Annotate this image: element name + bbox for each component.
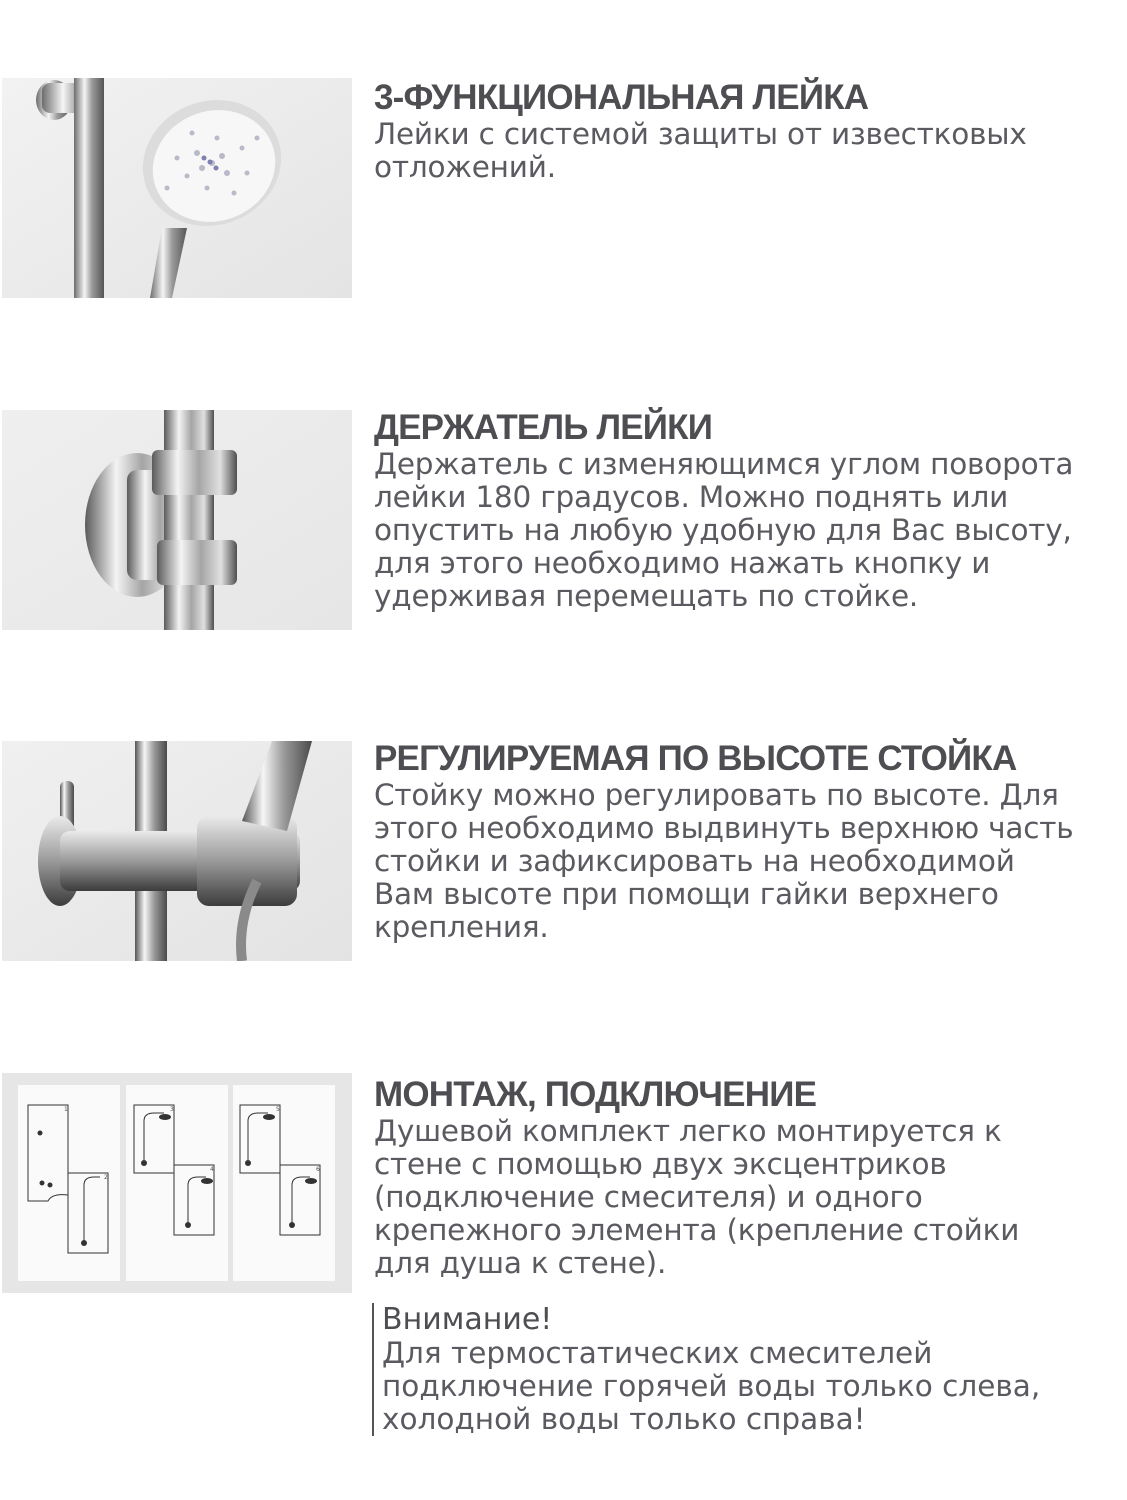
warning-title: Внимание!: [382, 1302, 553, 1337]
step-number: 2: [104, 1174, 108, 1181]
step-number: 1: [64, 1106, 68, 1113]
feature-title: 3-ФУНКЦИОНАЛЬНАЯ ЛЕЙКА: [374, 78, 869, 117]
feature-title: ДЕРЖАТЕЛЬ ЛЕЙКИ: [374, 408, 713, 447]
step-number: 5: [276, 1106, 280, 1113]
step-number: 3: [170, 1106, 174, 1113]
feature-description: Душевой комплект легко монтируется к стене с помощью двух эксцентриков (подключение смесителя) и одного крепежного элемента (крепление стойки для душа к стене).: [374, 1114, 1020, 1280]
hand-shower-head-photo: [2, 78, 352, 298]
feature-title: МОНТАЖ, ПОДКЛЮЧЕНИЕ: [374, 1075, 817, 1114]
step-number: 6: [316, 1166, 320, 1173]
feature-description: Держатель с изменяющимся углом поворота лейки 180 градусов. Можно поднять или опустить на любую удобную для Вас высоту, для этого необходимо нажать кнопку и удерживая перемещать по стойке.: [374, 447, 1074, 613]
feature-description: Стойку можно регулировать по высоте. Для этого необходимо выдвинуть верхнюю часть стойки и зафиксировать на необходимой Вам высоте при помощи гайки верхнего крепления.: [374, 778, 1074, 944]
shower-holder-photo: [2, 410, 352, 630]
feature-title: РЕГУЛИРУЕМАЯ ПО ВЫСОТЕ СТОЙКА: [374, 739, 1017, 778]
feature-description: Лейки с системой защиты от известковых отложений.: [374, 117, 1027, 184]
step-number: 4: [210, 1166, 214, 1173]
warning-text: Для термостатических смесителей подключение горячей воды только слева, холодной воды только справа!: [382, 1336, 1041, 1436]
installation-diagram: [2, 1073, 352, 1293]
height-adjustable-rail-photo: [2, 741, 352, 961]
warning-note: [372, 1303, 1122, 1436]
